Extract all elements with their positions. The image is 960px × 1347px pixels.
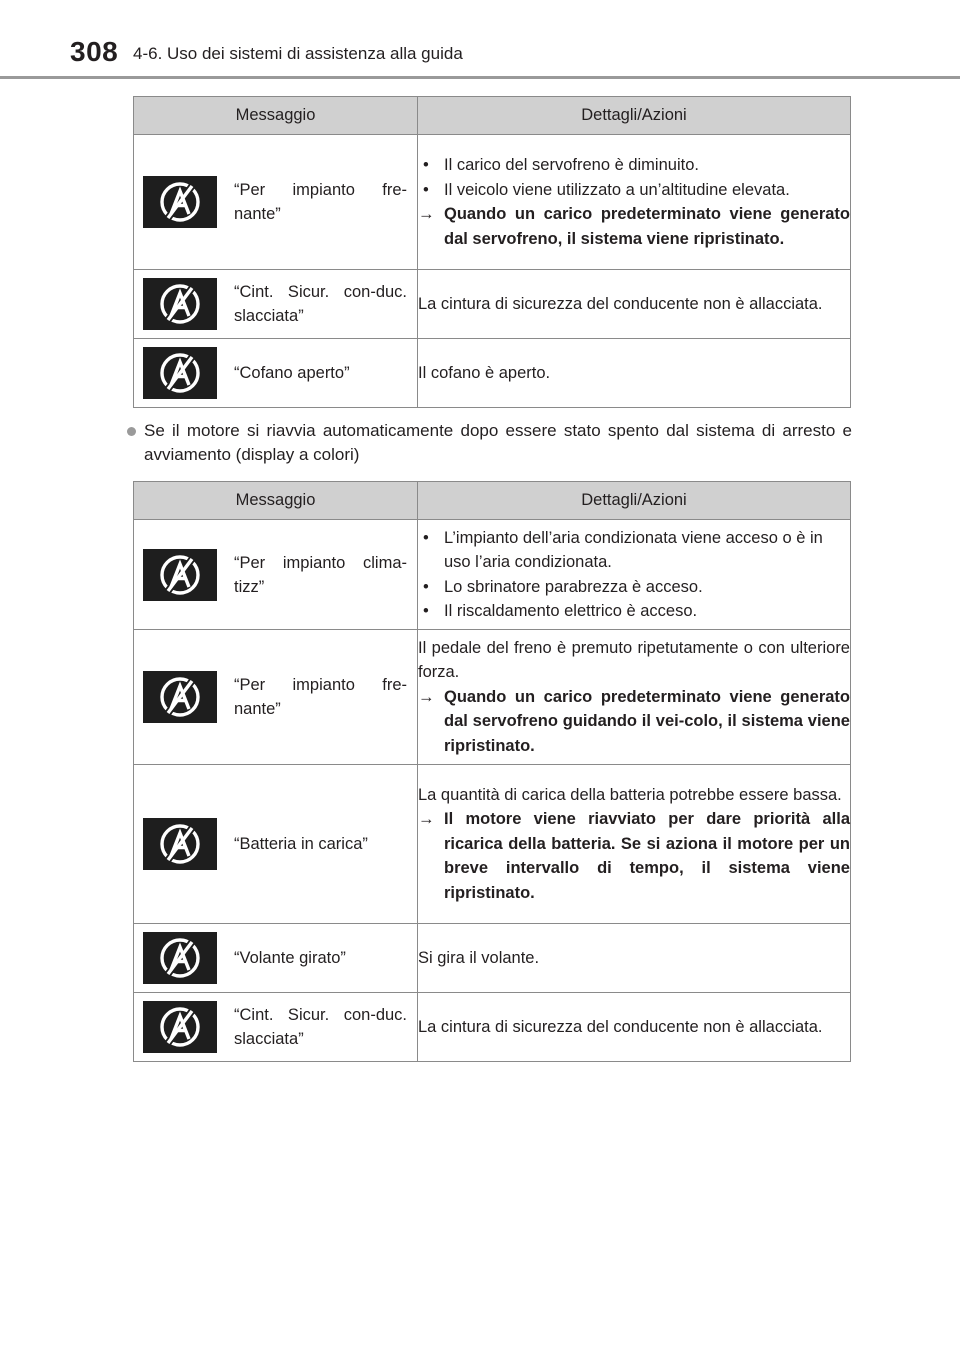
detail-text: Il pedale del freno è premuto ripetutamente o con ulteriore forza. — [418, 638, 850, 682]
message-text: “Cofano aperto” — [234, 364, 350, 382]
message-text: “Per impianto fre-nante” — [234, 181, 407, 223]
details-cell: • Il carico del servofreno è diminuito. • Il veicolo viene utilizzato a un’altitudine elevata. → Quando un carico predeterminato viene generato dal servofreno, il sistema viene ripristinato. — [418, 135, 851, 270]
note-text: Se il motore si riavvia automaticamente dopo essere stato spento dal sistema di arresto e avviamento (display a colori) — [144, 421, 852, 464]
table-row — [134, 270, 851, 339]
message-cell — [134, 135, 418, 270]
message-table-1 — [133, 96, 851, 408]
message-table-2 — [133, 481, 851, 1062]
column-header-details: Dettagli/Azioni — [418, 97, 851, 135]
detail-bullet: Il carico del servofreno è diminuito. — [444, 156, 699, 174]
message-text: “Volante girato” — [234, 949, 346, 967]
column-header-details: Dettagli/Azioni — [418, 482, 851, 520]
message-text: “Cint. Sicur. con-duc. slacciata” — [234, 1006, 407, 1048]
table-row — [134, 630, 851, 765]
message-text: “Cint. Sicur. con-duc. slacciata” — [234, 283, 407, 325]
detail-bullet: Il veicolo viene utilizzato a un’altitudine elevata. — [444, 180, 790, 199]
table-row — [134, 993, 851, 1062]
stop-start-off-icon — [143, 176, 217, 228]
table-row — [134, 765, 851, 924]
stop-start-off-icon — [143, 278, 217, 330]
table-row — [134, 339, 851, 408]
message-cell — [134, 924, 418, 993]
message-cell — [134, 765, 418, 924]
detail-bullet: Lo sbrinatore parabrezza è acceso. — [444, 577, 703, 596]
details-cell — [418, 924, 851, 993]
detail-action: Il motore viene riavviato per dare priorità alla ricarica della batteria. Se si aziona il motore per un breve intervallo di tempo, il sistema viene ripristinato. — [444, 810, 850, 902]
stop-start-off-icon — [143, 347, 217, 399]
stop-start-off-icon — [143, 549, 217, 601]
section-title: 4-6. Uso dei sistemi di assistenza alla guida — [133, 44, 463, 63]
detail-text: La cintura di sicurezza del conducente non è allacciata. — [418, 1017, 823, 1036]
message-cell — [134, 520, 418, 630]
detail-text: La quantità di carica della batteria potrebbe essere bassa. — [418, 785, 842, 804]
table-row — [134, 135, 851, 270]
detail-text: Il cofano è aperto. — [418, 363, 551, 382]
message-text: “Batteria in carica” — [234, 835, 368, 853]
details-cell: La quantità di carica della batteria potrebbe essere bassa. → Il motore viene riavviato per dare priorità alla ricarica della batteria. Se si aziona il motore per un breve intervallo di tempo, il sistema viene ripristinato. — [418, 765, 851, 924]
message-cell — [134, 339, 418, 408]
stop-start-off-icon — [143, 1001, 217, 1053]
stop-start-off-icon — [143, 818, 217, 870]
stop-start-off-icon — [143, 671, 217, 723]
details-cell — [418, 993, 851, 1062]
detail-bullet: Il riscaldamento elettrico è acceso. — [444, 602, 698, 620]
column-header-message: Messaggio — [134, 482, 418, 520]
details-cell — [418, 339, 851, 408]
page-header — [0, 0, 960, 80]
details-cell — [418, 270, 851, 339]
detail-action: Quando un carico predeterminato viene generato dal servofreno, il sistema viene ripristinato. — [444, 205, 850, 248]
message-cell — [134, 630, 418, 765]
detail-text: Si gira il volante. — [418, 948, 540, 967]
detail-text: La cintura di sicurezza del conducente non è allacciata. — [418, 294, 823, 313]
detail-action: Quando un carico predeterminato viene generato dal servofreno guidando il vei-colo, il sistema viene ripristinato. — [444, 687, 850, 755]
details-cell: Il pedale del freno è premuto ripetutamente o con ulteriore forza. → Quando un carico predeterminato viene generato dal servofreno guidando il vei-colo, il sistema viene ripristinato. — [418, 630, 851, 765]
details-cell: • L’impianto dell’aria condizionata viene acceso o è in uso l’aria condizionata. • Lo sbrinatore parabrezza è acceso. • Il riscaldamento elettrico è acceso. — [418, 520, 851, 630]
note-bullet-icon — [127, 427, 136, 436]
column-header-message: Messaggio — [134, 97, 418, 135]
detail-bullet: L’impianto dell’aria condizionata viene acceso o è in uso l’aria condizionata. — [444, 528, 823, 571]
stop-start-off-icon — [143, 932, 217, 984]
note-paragraph — [124, 419, 852, 467]
table-row — [134, 924, 851, 993]
table-row — [134, 520, 851, 630]
page-number: 308 — [70, 36, 119, 67]
message-cell — [134, 993, 418, 1062]
message-text: “Per impianto fre-nante” — [234, 676, 407, 718]
message-text: “Per impianto clima-tizz” — [234, 553, 407, 596]
message-cell — [134, 270, 418, 339]
header-rule — [0, 76, 960, 79]
